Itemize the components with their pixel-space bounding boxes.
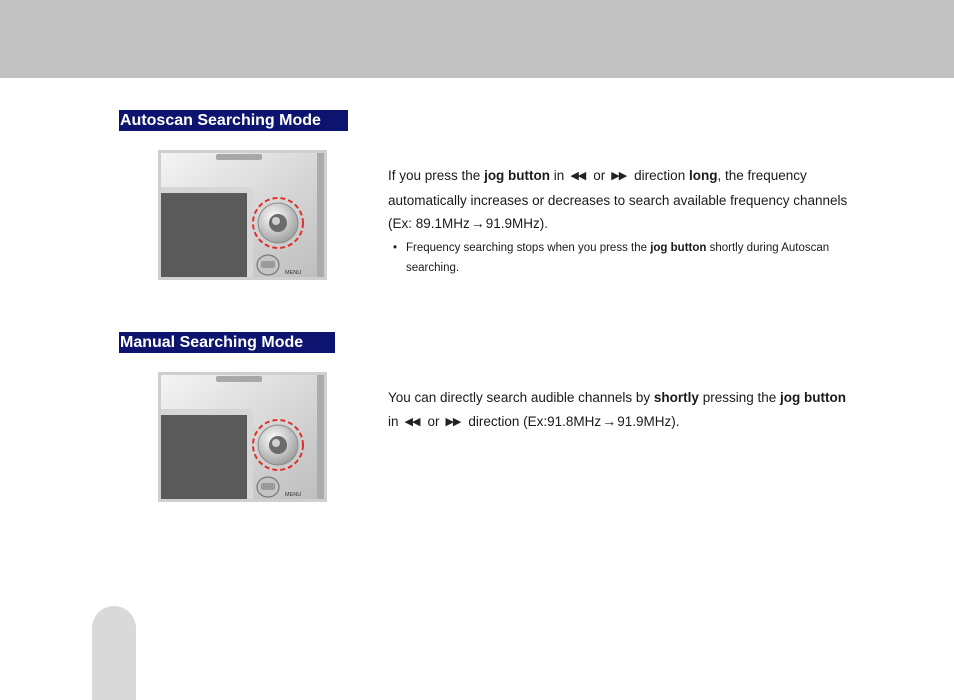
page-tab xyxy=(92,606,136,700)
section-title-autoscan: Autoscan Searching Mode xyxy=(119,110,348,131)
jog-button-illustration xyxy=(161,153,324,277)
bullet-icon: • xyxy=(393,242,398,254)
device-jog-image-2 xyxy=(158,372,327,502)
arrow-right-icon-2: → xyxy=(602,412,617,429)
fast-forward-icon-2: ▶▶ xyxy=(445,415,461,428)
menu-label: MENU xyxy=(285,270,302,276)
header-band xyxy=(0,0,954,78)
arrow-right-icon: → xyxy=(470,215,485,231)
menu-label-2: MENU xyxy=(285,492,302,498)
rewind-icon: ◀◀ xyxy=(570,170,586,182)
manual-description: You can directly search audible channels by shortly pressing the jog button in ◀◀ or ▶▶ direction (Ex:91.8MHz→91.9MHz). xyxy=(388,386,848,434)
jog-button-illustration-2 xyxy=(161,375,324,499)
rewind-icon-2: ◀◀ xyxy=(404,415,420,428)
fast-forward-icon: ▶▶ xyxy=(611,170,627,182)
autoscan-note: • Frequency searching stops when you press the jog button shortly during Autoscan searching. xyxy=(393,239,833,278)
device-jog-image xyxy=(158,150,327,280)
section-title-manual: Manual Searching Mode xyxy=(119,332,335,353)
autoscan-description: If you press the jog button in ◀◀ or ▶▶ direction long, the frequency automatically increases or decreases to search available frequency channels (Ex: 89.1MHz→91.9MHz). xyxy=(388,164,848,236)
